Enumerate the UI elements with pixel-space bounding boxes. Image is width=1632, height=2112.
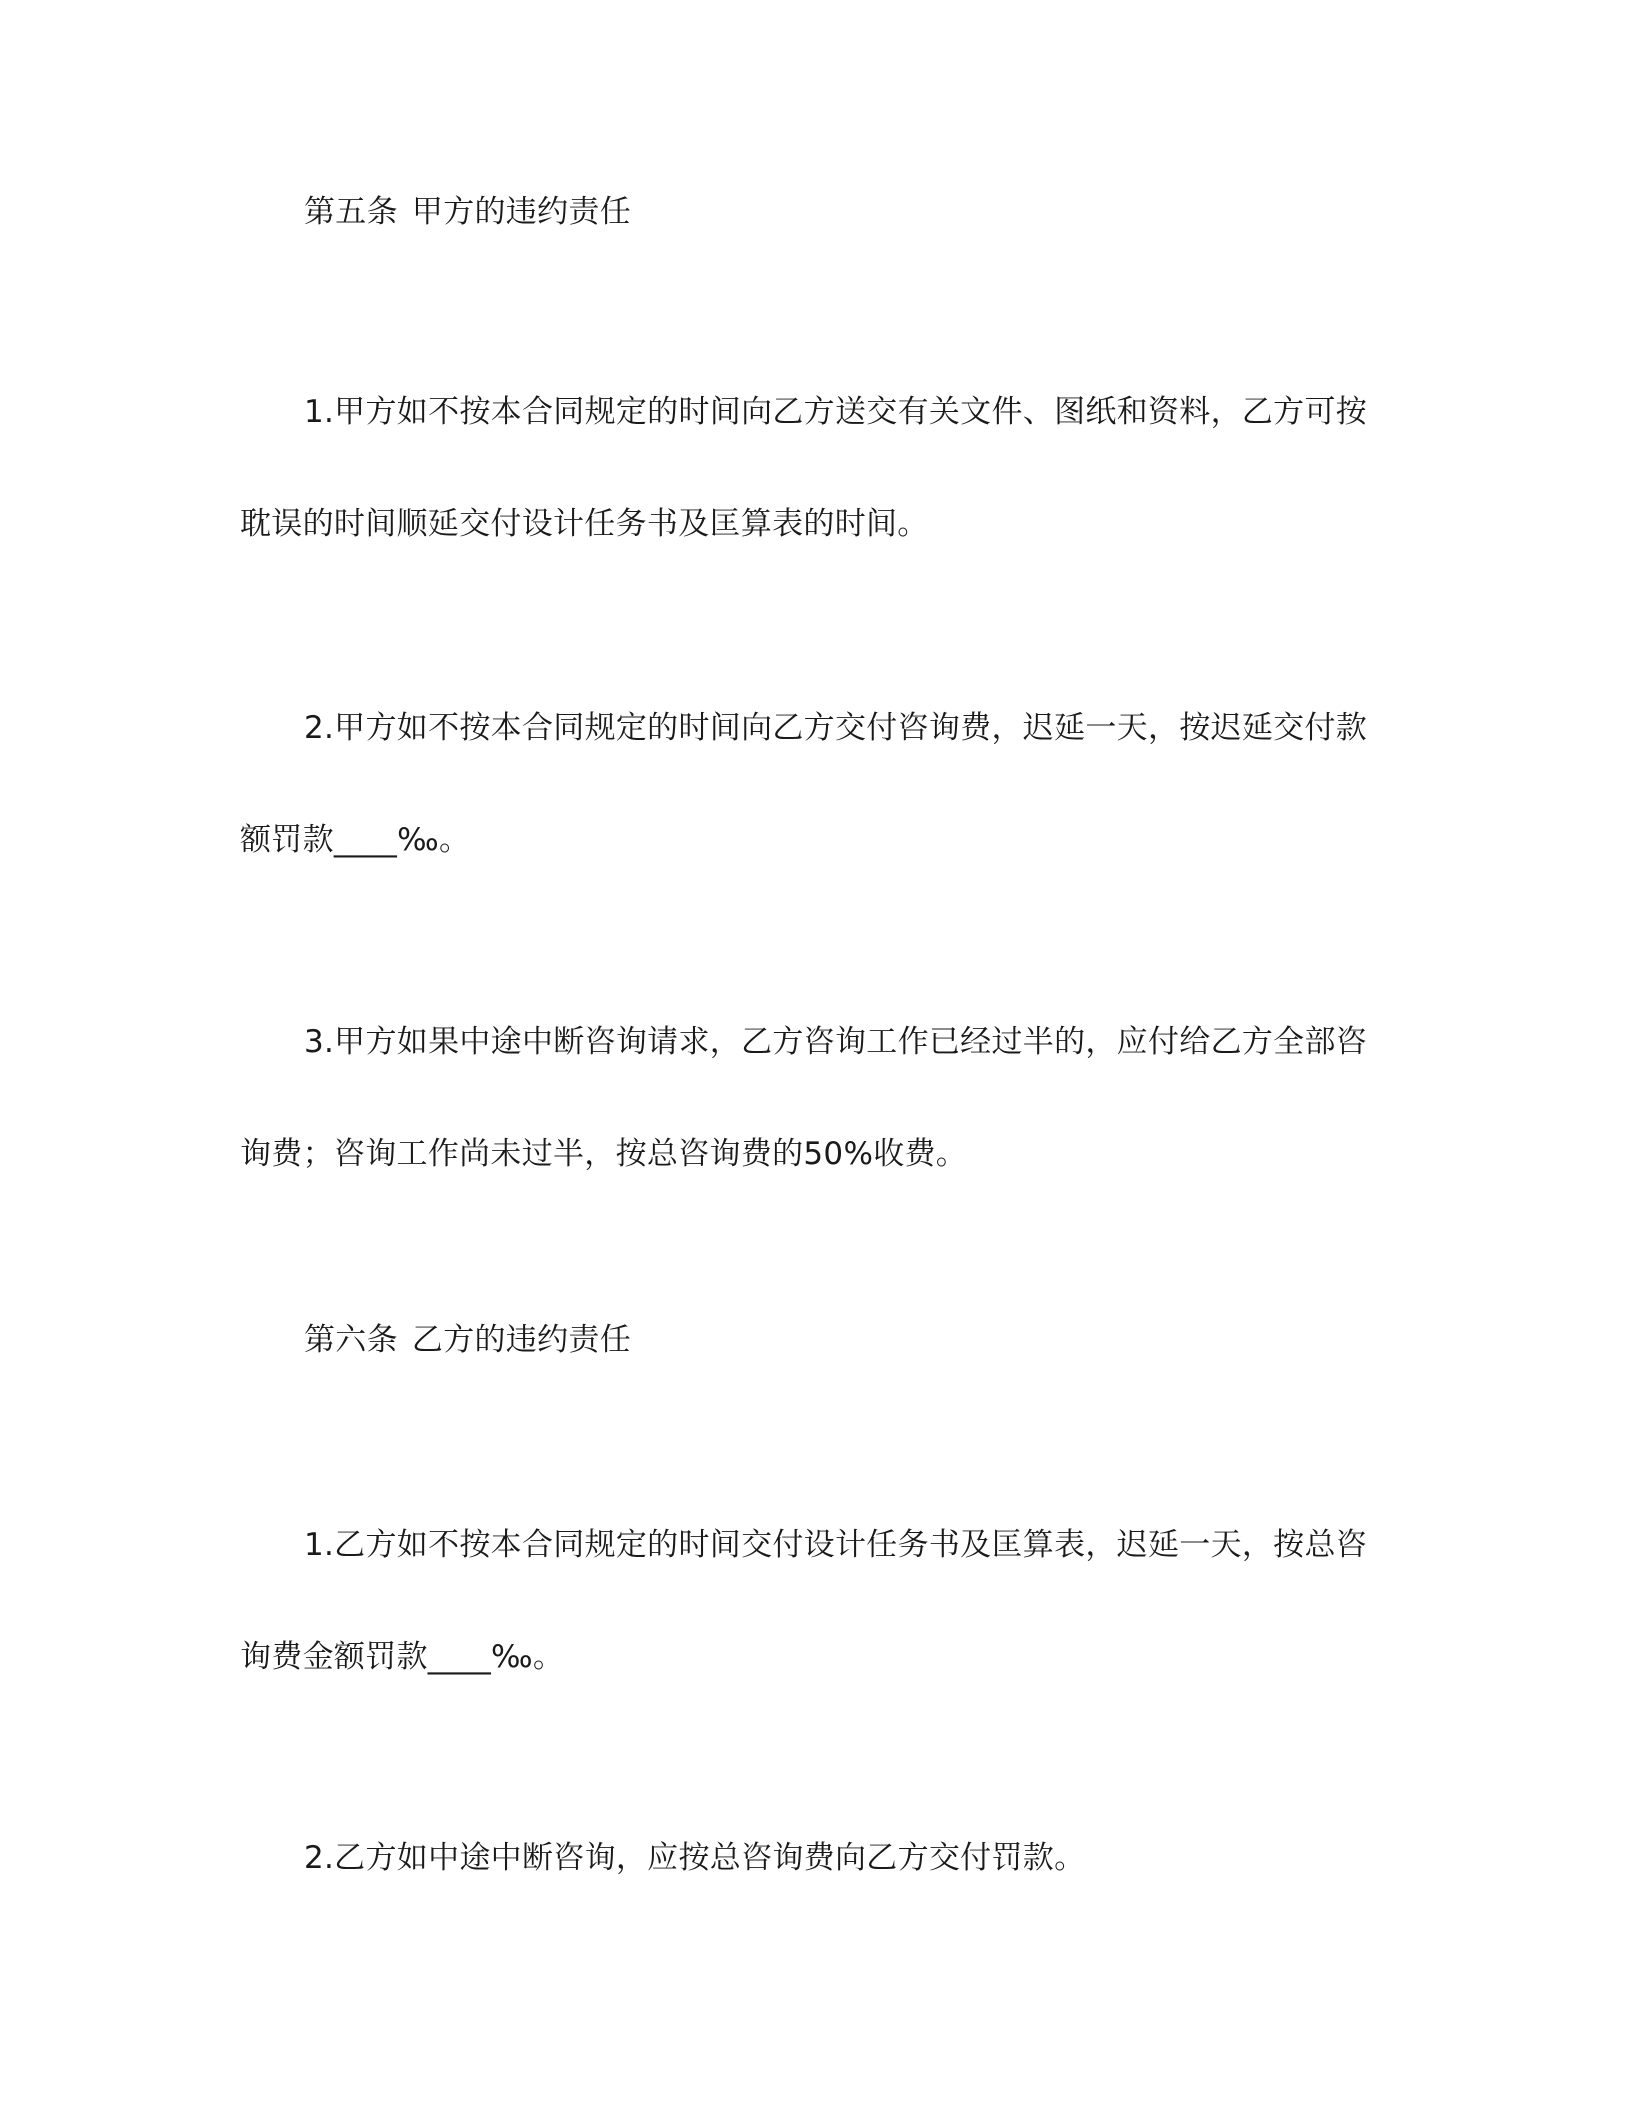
article-5-clause-1-line-1: 1.甲方如不按本合同规定的时间向乙方送交有关文件、图纸和资料，乙方可按 [304,394,1368,430]
article-5-clause-2-line-2: 额罚款____‰。 [240,822,471,858]
article-5-heading [304,192,631,232]
article-6-title: 乙方的违约责任 [411,1322,632,1358]
article-5-clause-2-line-1: 2.甲方如不按本合同规定的时间向乙方交付咨询费，迟延一天，按迟延交付款 [304,710,1368,746]
article-5-number: 第五条 [304,194,398,230]
article-6-clause-1-line-1: 1.乙方如不按本合同规定的时间交付设计任务书及匡算表，迟延一天，按总咨 [304,1527,1368,1563]
article-6-clause-2-line-1: 2.乙方如中途中断咨询，应按总咨询费向乙方交付罚款。 [304,1840,1086,1876]
article-6-heading [304,1320,631,1360]
article-5-clause-1-line-2: 耽误的时间顺延交付设计任务书及匡算表的时间。 [240,506,929,542]
article-5-clause-3-line-1: 3.甲方如果中途中断咨询请求，乙方咨询工作已经过半的，应付给乙方全部咨 [304,1024,1368,1060]
article-5-title: 甲方的违约责任 [411,194,632,230]
article-6-number: 第六条 [304,1322,398,1358]
article-6-clause-1-line-2: 询费金额罚款____‰。 [240,1639,565,1675]
article-5-clause-3-line-2: 询费；咨询工作尚未过半，按总咨询费的50%收费。 [240,1136,968,1172]
